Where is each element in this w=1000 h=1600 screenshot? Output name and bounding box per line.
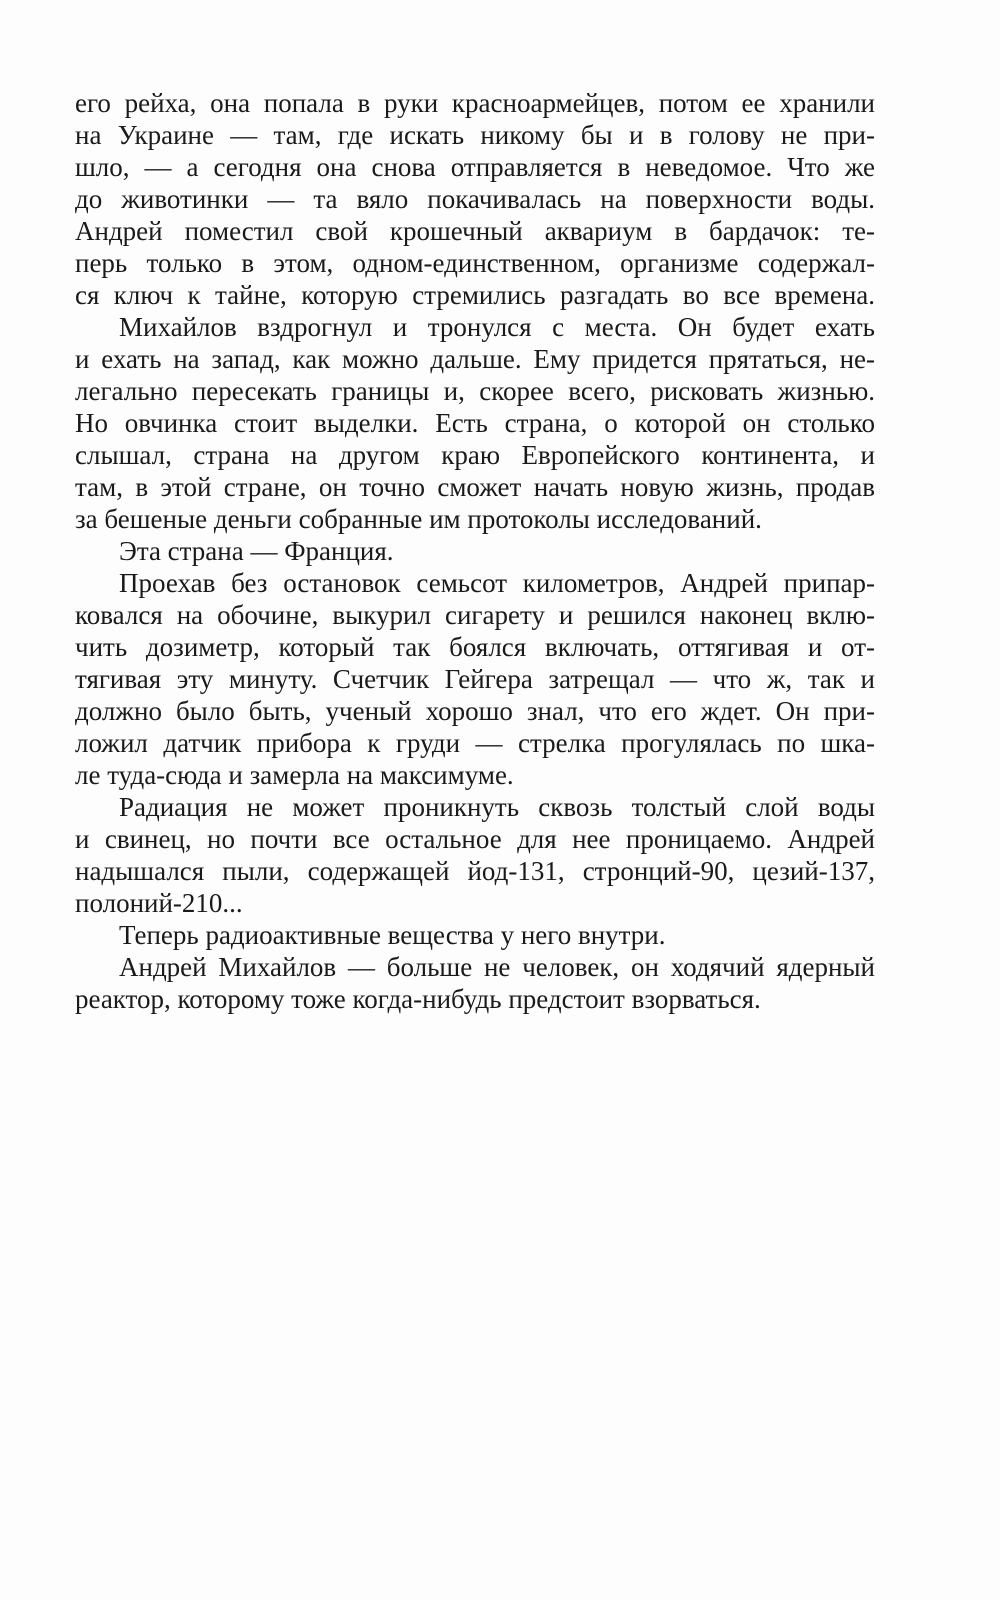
text-line: Михайлов вздрогнул и тронулся с места. Он будет ехать [119, 312, 875, 342]
text-line: Андрей Михайлов — больше не человек, он ходячий ядерный [119, 952, 875, 982]
text-line: чить дозиметр, который так боялся включать, оттягивая и от- [75, 632, 875, 662]
text-line: Андрей поместил свой крошечный аквариум в бардачок: те- [75, 216, 875, 246]
text-line: ся ключ к тайне, которую стремились разгадать во все времена. [75, 280, 875, 310]
paragraph-1 [75, 87, 875, 311]
text-line: на Украине — там, где искать никому бы и в голову не при- [75, 120, 875, 150]
text-line: реактор, которому тоже когда-нибудь предстоит взорваться. [75, 984, 761, 1014]
text-line: слышал, страна на другом краю Европейского континента, и [75, 440, 875, 470]
text-line: до животинки — та вяло покачивалась на поверхности воды. [75, 184, 875, 214]
text-line: Теперь радиоактивные вещества у него внутри. [119, 920, 666, 950]
text-line: и свинец, но почти все остальное для нее проницаемо. Андрей [75, 824, 875, 854]
text-line: полоний-210... [75, 888, 243, 918]
paragraph-6 [75, 919, 875, 951]
text-line: тягивая эту минуту. Счетчик Гейгера затрещал — что ж, так и [75, 664, 875, 694]
text-line: там, в этой стране, он точно сможет начать новую жизнь, продав [75, 472, 875, 502]
text-line: и ехать на запад, как можно дальше. Ему придется прятаться, не- [75, 344, 875, 374]
paragraph-2 [75, 311, 875, 535]
text-line: ковался на обочине, выкурил сигарету и решился наконец вклю- [75, 600, 875, 630]
page-text [75, 87, 875, 1015]
paragraph-5 [75, 791, 875, 919]
text-line: Но овчинка стоит выделки. Есть страна, о которой он столько [75, 408, 875, 438]
text-line: его рейха, она попала в руки красноармейцев, потом ее хранили [75, 88, 875, 118]
text-line: Радиация не может проникнуть сквозь толстый слой воды [119, 792, 875, 822]
text-line: легально пересекать границы и, скорее всего, рисковать жизнью. [75, 376, 875, 406]
text-line: должно было быть, ученый хорошо знал, что его ждет. Он при- [75, 696, 875, 726]
paragraph-3 [75, 535, 875, 567]
paragraph-7 [75, 951, 875, 1015]
text-line: Эта страна — Франция. [119, 536, 394, 566]
text-line: Проехав без остановок семьсот километров, Андрей припар- [119, 568, 875, 598]
text-line: шло, — а сегодня она снова отправляется в неведомое. Что же [75, 152, 875, 182]
text-line: перь только в этом, одном-единственном, организме содержал- [75, 248, 875, 278]
text-line: ле туда-сюда и замерла на максимуме. [75, 760, 514, 790]
text-line: ложил датчик прибора к груди — стрелка прогулялась по шка- [75, 728, 875, 758]
text-line: за бешеные деньги собранные им протоколы исследований. [75, 504, 762, 534]
paragraph-4 [75, 567, 875, 791]
text-line: надышался пыли, содержащей йод-131, стронций-90, цезий-137, [75, 856, 875, 886]
